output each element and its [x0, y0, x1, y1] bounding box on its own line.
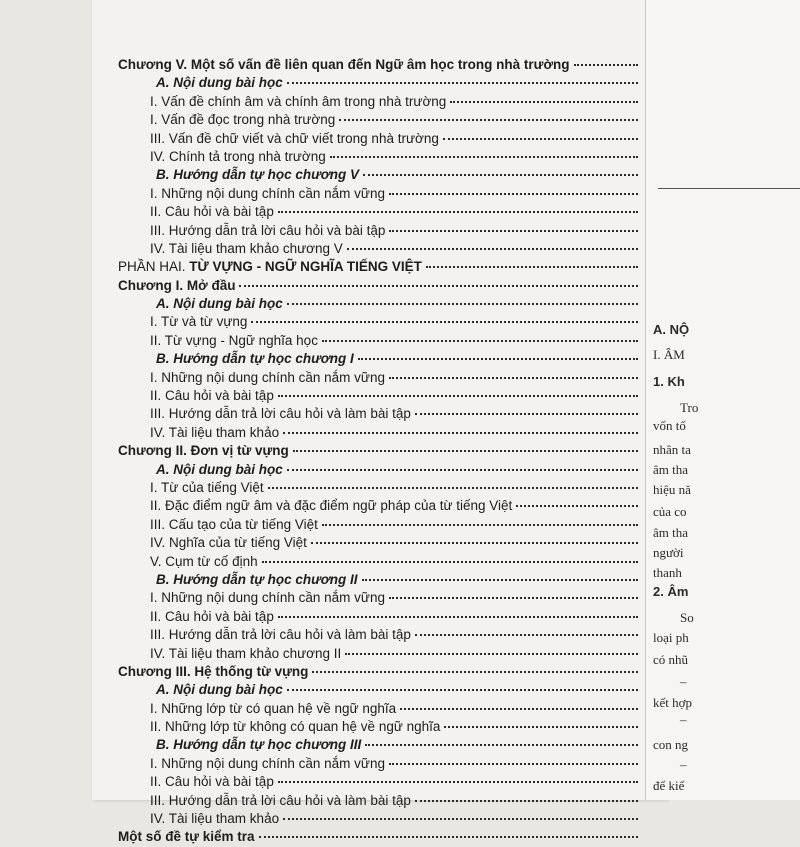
toc-label: B. Hướng dẫn tự học chương I — [156, 351, 354, 367]
toc-label: I. Những nội dung chính cần nắm vững — [150, 590, 385, 606]
toc-item — [118, 369, 638, 387]
right-page-rule — [658, 188, 800, 189]
dot-leader — [251, 321, 638, 323]
right-page-fragment: thanh — [653, 565, 682, 580]
toc-item — [118, 626, 638, 644]
toc-label: IV. Tài liệu tham khảo — [150, 811, 280, 827]
toc-label: I. Vấn đề đọc trong nhà trường — [150, 112, 336, 128]
toc-item — [118, 755, 638, 773]
dot-leader — [239, 285, 638, 287]
book-page-right — [645, 0, 800, 800]
toc-chapter — [118, 828, 638, 846]
dot-leader — [362, 579, 638, 581]
dot-leader — [268, 487, 638, 489]
toc-label: I. Vấn đề chính âm và chính âm trong nhà trường — [150, 93, 447, 109]
toc-section — [118, 461, 638, 479]
toc-chapter — [118, 277, 638, 295]
toc-part — [118, 258, 638, 276]
toc-label: II. Câu hỏi và bài tập — [150, 204, 274, 220]
toc-label: I. Những lớp từ có quan hệ về ngữ nghĩa — [150, 700, 397, 716]
toc-item — [118, 222, 638, 240]
right-page-fragment: hiệu nă — [653, 482, 691, 497]
right-page-fragment: loại ph — [653, 630, 689, 645]
toc-item — [118, 497, 638, 515]
toc-label: II. Những lớp từ không có quan hệ về ngữ nghĩa — [150, 719, 441, 735]
dot-leader — [389, 230, 638, 232]
dot-leader — [278, 395, 638, 397]
dot-leader — [389, 763, 638, 765]
right-page-fragment: âm tha — [653, 525, 689, 540]
toc-section — [118, 736, 638, 754]
toc-label — [118, 258, 424, 276]
dot-leader — [389, 597, 638, 599]
toc-item — [118, 479, 638, 497]
toc-chapter — [118, 663, 638, 681]
part-prefix: PHẦN HAI. — [118, 259, 190, 275]
right-page-fragment: để kiể — [653, 778, 685, 793]
dot-leader — [278, 211, 638, 213]
toc-item — [118, 111, 638, 129]
toc-label: Chương III. Hệ thống từ vựng — [118, 663, 309, 679]
dot-leader — [389, 193, 638, 195]
toc-item — [118, 313, 638, 331]
toc-label: IV. Nghĩa của từ tiếng Việt — [150, 535, 307, 551]
dot-leader — [415, 634, 638, 636]
dot-leader — [322, 340, 638, 342]
toc-item — [118, 387, 638, 405]
toc-item — [118, 534, 638, 552]
toc-label: II. Câu hỏi và bài tập — [150, 608, 274, 624]
toc-label: Một số đề tự kiểm tra — [118, 829, 255, 845]
toc-label: I. Những nội dung chính cần nắm vững — [150, 369, 385, 385]
dot-leader — [400, 708, 638, 710]
toc-item — [118, 185, 638, 203]
toc-section — [118, 166, 638, 184]
dot-leader — [312, 671, 638, 673]
dot-leader — [287, 689, 638, 691]
toc-item — [118, 700, 638, 718]
dot-leader — [358, 358, 638, 360]
toc-label: II. Từ vựng - Ngữ nghĩa học — [150, 332, 318, 348]
toc-item — [118, 792, 638, 810]
toc-label: III. Hướng dẫn trả lời câu hỏi và làm bài tập — [150, 627, 411, 643]
right-page-fragment: I. ÂM — [653, 347, 685, 362]
dot-leader — [322, 524, 638, 526]
dot-leader — [516, 505, 638, 507]
toc-label: II. Câu hỏi và bài tập — [150, 774, 274, 790]
right-page-fragment: 1. Kh — [653, 374, 685, 389]
toc-label: III. Cấu tạo của từ tiếng Việt — [150, 516, 318, 532]
right-page-fragment: có nhũ — [653, 652, 689, 667]
dot-leader — [444, 726, 638, 728]
dot-leader — [574, 64, 638, 66]
toc-item — [118, 332, 638, 350]
toc-section — [118, 571, 638, 589]
toc-label: III. Hướng dẫn trả lời câu hỏi và làm bài tập — [150, 792, 411, 808]
dot-leader — [287, 469, 638, 471]
toc-item — [118, 773, 638, 791]
toc-item — [118, 424, 638, 442]
toc-item — [118, 553, 638, 571]
right-page-fragment: 2. Âm — [653, 584, 689, 599]
toc-chapter — [118, 442, 638, 460]
toc-label: IV. Tài liệu tham khảo chương V — [150, 240, 343, 256]
right-page-fragment: Tro — [680, 400, 699, 415]
dot-leader — [415, 413, 638, 415]
toc-item — [118, 148, 638, 166]
dot-leader — [426, 266, 638, 268]
toc-label: I. Những nội dung chính cần nắm vững — [150, 755, 385, 771]
toc-label: A. Nội dung bài học — [156, 296, 283, 312]
right-page-fragment: So — [680, 610, 694, 625]
toc-label: IV. Tài liệu tham khảo chương II — [150, 645, 342, 661]
toc-label: II. Đặc điểm ngữ âm và đặc điểm ngữ pháp của từ tiếng Việt — [150, 498, 513, 514]
toc-label: A. Nội dung bài học — [156, 461, 283, 477]
toc-label: I. Từ và từ vựng — [150, 314, 248, 330]
toc-item — [118, 516, 638, 534]
toc-section — [118, 350, 638, 368]
toc-label: IV. Chính tả trong nhà trường — [150, 148, 326, 164]
toc-section — [118, 295, 638, 313]
toc-label: V. Cụm từ cố định — [150, 553, 258, 569]
toc-item — [118, 203, 638, 221]
dot-leader — [450, 101, 638, 103]
toc-label: A. Nội dung bài học — [156, 682, 283, 698]
toc-item — [118, 718, 638, 736]
dot-leader — [287, 303, 638, 305]
toc-label: III. Vấn đề chữ viết và chữ viết trong nhà trường — [150, 130, 439, 146]
dot-leader — [330, 156, 638, 158]
dot-leader — [287, 82, 638, 84]
toc-item — [118, 240, 638, 258]
dot-leader — [347, 248, 638, 250]
toc-item — [118, 608, 638, 626]
right-page-fragment: kết hợp — [653, 695, 693, 710]
toc-label: B. Hướng dẫn tự học chương II — [156, 571, 358, 587]
toc-item — [118, 93, 638, 111]
toc-label: Chương V. Một số vấn đề liên quan đến Ngữ âm học trong nhà trường — [118, 57, 570, 72]
right-page-fragment: nhân ta — [653, 442, 691, 457]
toc-label: B. Hướng dẫn tự học chương V — [156, 167, 360, 183]
dot-leader — [283, 432, 638, 434]
dot-leader — [278, 616, 638, 618]
toc-item — [118, 645, 638, 663]
right-page-fragment: – — [680, 674, 687, 689]
right-page-fragment: A. NỘ — [653, 322, 690, 337]
dot-leader — [311, 542, 638, 544]
right-page-fragment: – — [680, 757, 687, 772]
toc-label: IV. Tài liệu tham khảo — [150, 424, 280, 440]
toc-label: Chương II. Đơn vị từ vựng — [118, 443, 289, 459]
dot-leader — [259, 836, 638, 838]
right-page-fragment: âm tha — [653, 462, 689, 477]
toc-item — [118, 405, 638, 423]
toc-label: III. Hướng dẫn trả lời câu hỏi và làm bài tập — [150, 406, 411, 422]
toc-label: II. Câu hỏi và bài tập — [150, 388, 274, 404]
toc-section — [118, 681, 638, 699]
toc-label: Chương I. Mở đầu — [118, 277, 236, 293]
table-of-contents — [118, 56, 638, 847]
right-page-fragment: người — [653, 545, 684, 560]
toc-label: I. Từ của tiếng Việt — [150, 479, 264, 495]
dot-leader — [262, 561, 638, 563]
toc-item — [118, 810, 638, 828]
dot-leader — [283, 818, 638, 820]
dot-leader — [365, 744, 638, 746]
dot-leader — [363, 174, 638, 176]
toc-label: B. Hướng dẫn tự học chương III — [156, 737, 362, 753]
right-page-fragment: – — [680, 712, 687, 727]
part-title: TỪ VỰNG - NGỮ NGHĨA TIẾNG VIỆT — [189, 259, 422, 275]
dot-leader — [339, 119, 638, 121]
toc-item — [118, 130, 638, 148]
dot-leader — [443, 138, 638, 140]
toc-chapter — [118, 56, 638, 74]
right-page-fragment: của co — [653, 504, 687, 519]
dot-leader — [293, 450, 638, 452]
toc-label: A. Nội dung bài học — [156, 75, 283, 91]
toc-label: III. Hướng dẫn trả lời câu hỏi và bài tập — [150, 222, 386, 238]
toc-section — [118, 74, 638, 92]
toc-label: I. Những nội dung chính cần nắm vững — [150, 185, 385, 201]
dot-leader — [345, 653, 638, 655]
dot-leader — [278, 781, 638, 783]
toc-item — [118, 589, 638, 607]
right-page-fragment: vốn tố — [653, 418, 686, 433]
right-page-fragment: con ng — [653, 737, 689, 752]
dot-leader — [389, 377, 638, 379]
